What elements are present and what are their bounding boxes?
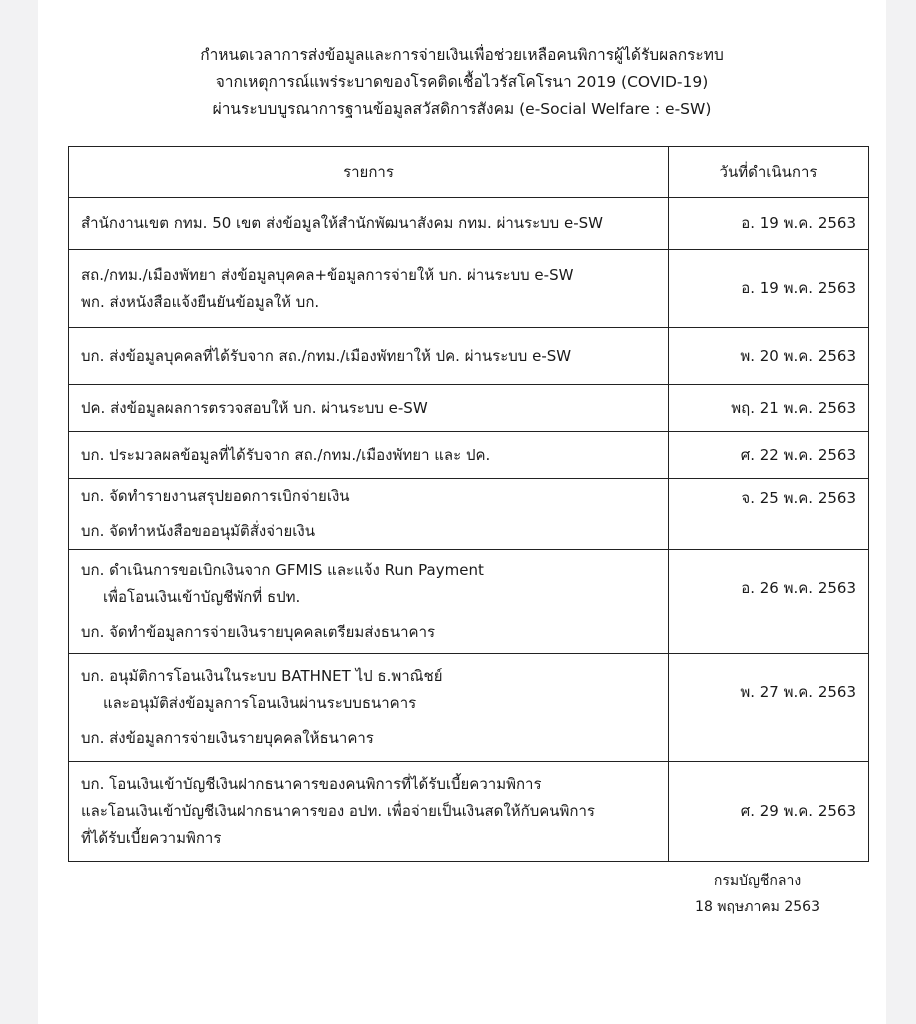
- table-header-row: [69, 147, 869, 198]
- row-item: [69, 328, 669, 385]
- item-line: พก. ส่งหนังสือแจ้งยืนยันข้อมูลให้ บก.: [81, 292, 320, 311]
- table-row: [69, 385, 869, 432]
- row-date: พฤ. 21 พ.ค. 2563: [669, 385, 869, 432]
- table-row: [69, 550, 869, 654]
- row-item: [69, 385, 669, 432]
- item-line: และอนุมัติส่งข้อมูลการโอนเงินผ่านระบบธนาคาร: [103, 694, 417, 712]
- item-line: บก. จัดทำหนังสือขออนุมัติสั่งจ่ายเงิน: [81, 522, 315, 540]
- row-item: [69, 550, 669, 654]
- item-line: บก. จัดทำรายงานสรุปยอดการเบิกจ่ายเงิน: [81, 487, 350, 505]
- table-row: [69, 762, 869, 862]
- signature-date: 18 พฤษภาคม 2563: [695, 899, 820, 915]
- row-date: พ. 20 พ.ค. 2563: [669, 328, 869, 385]
- item-line: บก. โอนเงินเข้าบัญชีเงินฝากธนาคารของคนพิการที่ได้รับเบี้ยความพิการ: [81, 775, 542, 793]
- row-date: ศ. 22 พ.ค. 2563: [669, 432, 869, 479]
- item-line: บก. ส่งข้อมูลบุคคลที่ได้รับจาก สถ./กทม./เมืองพัทยาให้ ปค. ผ่านระบบ e-SW: [81, 346, 572, 365]
- item-line: สถ./กทม./เมืองพัทยา ส่งข้อมูลบุคคล+ข้อมูลการจ่ายให้ บก. ผ่านระบบ e-SW: [81, 265, 574, 284]
- row-item: [69, 762, 669, 862]
- header-item: รายการ: [69, 147, 669, 198]
- title-line-3: ผ่านระบบบูรณาการฐานข้อมูลสวัสดิการสังคม (e-Social Welfare : e-SW): [212, 100, 712, 118]
- row-date: พ. 27 พ.ค. 2563: [669, 654, 869, 762]
- row-date: จ. 25 พ.ค. 2563: [669, 479, 869, 550]
- item-line: บก. ส่งข้อมูลการจ่ายเงินรายบุคคลให้ธนาคาร: [81, 729, 374, 747]
- row-item: [69, 198, 669, 250]
- row-date: อ. 19 พ.ค. 2563: [669, 250, 869, 328]
- header-date: วันที่ดำเนินการ: [669, 147, 869, 198]
- row-date: ศ. 29 พ.ค. 2563: [669, 762, 869, 862]
- signature-block: [695, 868, 820, 920]
- row-item: [69, 250, 669, 328]
- table-row: [69, 479, 869, 550]
- item-line: และโอนเงินเข้าบัญชีเงินฝากธนาคารของ อปท. เพื่อจ่ายเป็นเงินสดให้กับคนพิการ: [81, 802, 595, 820]
- document-title: [38, 42, 886, 123]
- item-line: ที่ได้รับเบี้ยความพิการ: [81, 829, 222, 847]
- row-date: อ. 26 พ.ค. 2563: [669, 550, 869, 654]
- item-line: บก. อนุมัติการโอนเงินในระบบ BATHNET ไป ธ.พาณิชย์: [81, 667, 443, 685]
- table-row: [69, 432, 869, 479]
- item-line: บก. จัดทำข้อมูลการจ่ายเงินรายบุคคลเตรียมส่งธนาคาร: [81, 623, 436, 641]
- title-line-2: จากเหตุการณ์แพร่ระบาดของโรคติดเชื้อไวรัสโคโรนา 2019 (COVID-19): [215, 73, 709, 91]
- item-line: บก. ดำเนินการขอเบิกเงินจาก GFMIS และแจ้ง Run Payment: [81, 561, 484, 579]
- item-line: บก. ประมวลผลข้อมูลที่ได้รับจาก สถ./กทม./เมืองพัทยา และ ปค.: [81, 445, 491, 464]
- signature-agency: กรมบัญชีกลาง: [713, 873, 802, 889]
- title-line-1: กำหนดเวลาการส่งข้อมูลและการจ่ายเงินเพื่อช่วยเหลือคนพิการผู้ได้รับผลกระทบ: [200, 46, 724, 64]
- table-row: [69, 654, 869, 762]
- item-line: ปค. ส่งข้อมูลผลการตรวจสอบให้ บก. ผ่านระบบ e-SW: [81, 398, 428, 417]
- row-item: [69, 432, 669, 479]
- table-row: [69, 198, 869, 250]
- table-row: [69, 328, 869, 385]
- document-page: [38, 0, 886, 1024]
- schedule-table: [68, 146, 869, 862]
- row-date: อ. 19 พ.ค. 2563: [669, 198, 869, 250]
- row-item: [69, 654, 669, 762]
- item-line: เพื่อโอนเงินเข้าบัญชีพักที่ ธปท.: [103, 588, 301, 606]
- item-line: สำนักงานเขต กทม. 50 เขต ส่งข้อมูลให้สำนักพัฒนาสังคม กทม. ผ่านระบบ e-SW: [81, 214, 603, 232]
- row-item: [69, 479, 669, 550]
- table-row: [69, 250, 869, 328]
